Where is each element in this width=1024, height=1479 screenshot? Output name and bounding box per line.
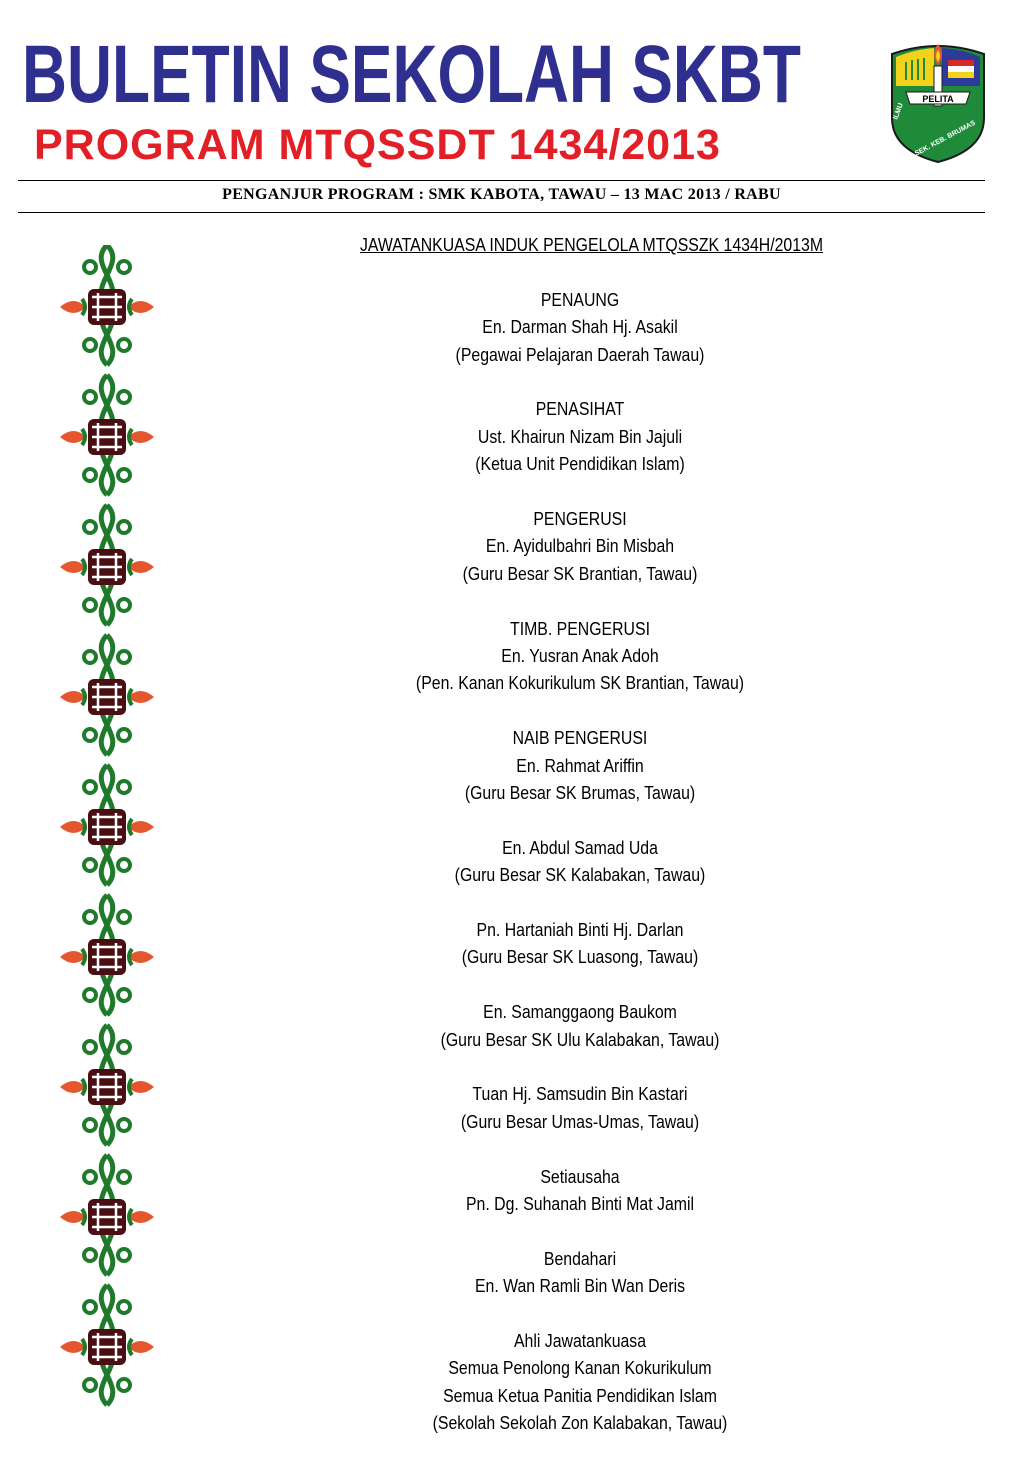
logo-ribbon-text: PELITA <box>922 94 954 104</box>
member-name: En. Darman Shah Hj. Asakil <box>482 317 678 338</box>
program-subtitle: PROGRAM MTQSSDT 1434/2013 <box>34 121 721 169</box>
role-label: Setiausaha <box>540 1166 620 1187</box>
member-name: En. Wan Ramli Bin Wan Deris <box>474 1276 686 1297</box>
committee-line: (Sekolah Sekolah Zon Kalabakan, Tawau) <box>432 1413 728 1434</box>
committee-list <box>330 232 830 1438</box>
role-label: TIMB. PENGERUSI <box>510 618 650 639</box>
role-label: PENASIHAT <box>535 399 625 420</box>
committee-line: Semua Ketua Panitia Pendidikan Islam <box>443 1385 717 1406</box>
committee-heading: JAWATANKUASA INDUK PENGELOLA MTQSSZK 1434H/2013M <box>360 235 824 255</box>
member-detail: (Ketua Unit Pendidikan Islam) <box>475 454 685 475</box>
role-label: Bendahari <box>543 1248 617 1269</box>
school-logo <box>886 40 990 164</box>
committee-line: Semua Penolong Kanan Kokurikulum <box>448 1358 712 1379</box>
member-detail: (Guru Besar SK Luasong, Tawau) <box>461 947 699 968</box>
member-detail: (Guru Besar SK Brumas, Tawau) <box>464 783 696 804</box>
member-name: En. Rahmat Ariffin <box>516 755 644 776</box>
header-divider-top <box>18 180 985 181</box>
member-detail: (Guru Besar SK Ulu Kalabakan, Tawau) <box>440 1029 720 1050</box>
bulletin-title: BULETIN SEKOLAH SKBT <box>22 29 801 120</box>
member-name: En. Ayidulbahri Bin Misbah <box>485 536 675 557</box>
floral-border-ornament <box>52 245 162 1420</box>
header-divider-bottom <box>18 212 985 213</box>
role-label: NAIB PENGERUSI <box>512 728 648 749</box>
member-name: En. Samanggaong Baukom <box>483 1002 677 1023</box>
role-label: PENAUNG <box>540 289 620 310</box>
member-detail: (Guru Besar Umas-Umas, Tawau) <box>460 1111 700 1132</box>
member-detail: (Guru Besar SK Brantian, Tawau) <box>462 563 698 584</box>
member-detail: (Guru Besar SK Kalabakan, Tawau) <box>454 865 706 886</box>
member-name: Pn. Dg. Suhanah Binti Mat Jamil <box>465 1194 695 1215</box>
role-label: PENGERUSI <box>533 509 627 530</box>
logo-side-text: ILMU <box>892 102 905 121</box>
member-detail: (Pen. Kanan Kokurikulum SK Brantian, Tawau) <box>415 673 745 694</box>
logo-bottom-text: SEK. KEB. BRUMAS <box>913 119 977 158</box>
member-detail: (Pegawai Pelajaran Daerah Tawau) <box>455 344 705 365</box>
member-name: Tuan Hj. Samsudin Bin Kastari <box>472 1084 688 1105</box>
member-name: En. Abdul Samad Uda <box>502 837 658 858</box>
organizer-line: PENGANJUR PROGRAM : SMK KABOTA, TAWAU – 13 MAC 2013 / RABU <box>222 186 781 203</box>
member-name: Pn. Hartaniah Binti Hj. Darlan <box>476 920 684 941</box>
member-name: En. Yusran Anak Adoh <box>501 646 659 667</box>
role-label: Ahli Jawatankuasa <box>513 1331 647 1352</box>
member-name: Ust. Khairun Nizam Bin Jajuli <box>477 426 683 447</box>
